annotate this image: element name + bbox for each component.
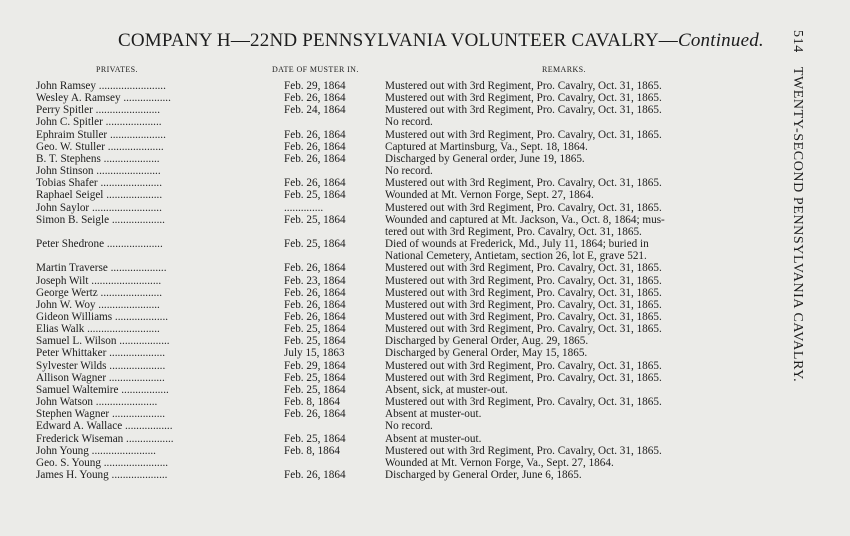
soldier-name: Stephen Wagner ................... <box>36 408 166 421</box>
muster-date: Feb. 26, 1864 <box>284 286 346 299</box>
roster-row <box>36 347 776 359</box>
soldier-name: John Ramsey ........................ <box>36 80 166 92</box>
muster-date: Feb. 29, 1864 <box>284 359 346 372</box>
muster-date: Feb. 25, 1864 <box>284 238 346 251</box>
remark-text: Mustered out with 3rd Regiment, Pro. Cavalry, Oct. 31, 1865. <box>385 262 662 275</box>
remark-text: Mustered out with 3rd Regiment, Pro. Cavalry, Oct. 31, 1865. <box>385 274 662 287</box>
soldier-name: Martin Traverse .................... <box>36 262 167 275</box>
soldier-name: Wesley A. Ramsey ................. <box>36 92 171 105</box>
soldier-name: Gideon Williams ................... <box>36 310 169 323</box>
muster-date: Feb. 26, 1864 <box>284 310 346 323</box>
column-header-privates: PRIVATES. <box>96 65 138 74</box>
muster-date: Feb. 26, 1864 <box>284 262 346 275</box>
muster-date: Feb. 24, 1864 <box>284 104 346 117</box>
remark-text: Mustered out with 3rd Regiment, Pro. Cavalry, Oct. 31, 1865. <box>385 92 662 105</box>
roster-row <box>36 408 776 420</box>
soldier-name: Peter Shedrone .................... <box>36 238 163 251</box>
roster-row <box>36 165 776 177</box>
remark-text: No record. <box>385 165 433 178</box>
remark-text: No record. <box>385 420 433 433</box>
roster-row <box>36 141 776 153</box>
soldier-name: Elias Walk .......................... <box>36 323 160 336</box>
soldier-name: John W. Woy ...................... <box>36 298 160 311</box>
muster-date: Feb. 26, 1864 <box>284 92 346 105</box>
soldier-name: John Young ....................... <box>36 444 156 457</box>
roster-row <box>36 372 776 384</box>
muster-date: Feb. 26, 1864 <box>284 140 346 153</box>
remark-text: Mustered out with 3rd Regiment, Pro. Cavalry, Oct. 31, 1865. <box>385 323 662 336</box>
roster-row <box>36 457 776 469</box>
soldier-name: Allison Wagner .................... <box>36 371 165 384</box>
roster-row <box>36 275 776 287</box>
remark-text: Absent at muster-out. <box>385 432 482 445</box>
remark-text: Died of wounds at Frederick, Md., July 11, 1864; buried in National Cemetery, Antietam, section 26, lot E, grave 521. <box>385 238 649 263</box>
muster-date: Feb. 26, 1864 <box>284 469 346 481</box>
muster-date <box>284 165 385 177</box>
remark-text: Mustered out with 3rd Regiment, Pro. Cavalry, Oct. 31, 1865. <box>385 396 662 409</box>
soldier-name: Ephraim Stuller .................... <box>36 128 166 141</box>
remark-text: No record. <box>385 116 433 129</box>
soldier-name: Sylvester Wilds .................... <box>36 359 166 372</box>
soldier-name: George Wertz ...................... <box>36 286 163 299</box>
soldier-name: John Saylor ......................... <box>36 201 162 214</box>
muster-date: Feb. 25, 1864 <box>284 335 346 348</box>
title-main: COMPANY H—22ND PENNSYLVANIA VOLUNTEER CAVALRY— <box>118 30 678 51</box>
roster-row <box>36 384 776 396</box>
muster-date: Feb. 25, 1864 <box>284 383 346 396</box>
muster-date <box>284 116 385 128</box>
roster-row <box>36 104 776 116</box>
remark-text: Mustered out with 3rd Regiment, Pro. Cavalry, Oct. 31, 1865. <box>385 310 662 323</box>
muster-date: Feb. 25, 1864 <box>284 323 346 336</box>
remark-text: Mustered out with 3rd Regiment, Pro. Cavalry, Oct. 31, 1865. <box>385 371 662 384</box>
roster-row <box>36 445 776 457</box>
remark-text: Wounded at Mt. Vernon Forge, Va., Sept. 27, 1864. <box>385 456 614 469</box>
remark-text: Mustered out with 3rd Regiment, Pro. Cavalry, Oct. 31, 1865. <box>385 359 662 372</box>
remark-text: Absent, sick, at muster-out. <box>385 383 508 396</box>
muster-date: Feb. 26, 1864 <box>284 408 346 421</box>
muster-date: July 15, 1863 <box>284 347 345 360</box>
soldier-name: Samuel Waltemire ................. <box>36 383 169 396</box>
roster-row <box>36 92 776 104</box>
roster-row <box>36 335 776 347</box>
remark-text: Mustered out with 3rd Regiment, Pro. Cavalry, Oct. 31, 1865. <box>385 444 662 457</box>
muster-date <box>284 420 385 432</box>
roster-row <box>36 469 776 481</box>
muster-date: Feb. 26, 1864 <box>284 298 346 311</box>
roster-row <box>36 177 776 189</box>
soldier-name: Frederick Wiseman ................. <box>36 432 174 445</box>
soldier-name: James H. Young .................... <box>36 469 168 481</box>
remark-text: Mustered out with 3rd Regiment, Pro. Cavalry, Oct. 31, 1865. <box>385 128 662 141</box>
remark-text: Mustered out with 3rd Regiment, Pro. Cavalry, Oct. 31, 1865. <box>385 298 662 311</box>
remark-text: Wounded at Mt. Vernon Forge, Sept. 27, 1864. <box>385 189 594 202</box>
remark-text: Discharged by General Order, Aug. 29, 1865. <box>385 335 589 348</box>
page-title <box>118 30 764 52</box>
soldier-name: Simon B. Seigle ................... <box>36 213 165 226</box>
roster-row <box>36 311 776 323</box>
remark-text: Discharged by General Order, May 15, 1865. <box>385 347 588 360</box>
remark-text: Mustered out with 3rd Regiment, Pro. Cavalry, Oct. 31, 1865. <box>385 201 662 214</box>
roster-row <box>36 238 776 262</box>
roster-row <box>36 116 776 128</box>
running-title: TWENTY-SECOND PENNSYLVANIA CAVALRY. <box>790 66 805 383</box>
remark-text: Wounded and captured at Mt. Jackson, Va., Oct. 8, 1864; mus- tered out with 3rd Regiment, Pro. Cavalry, Oct. 31, 1865. <box>385 213 665 238</box>
soldier-name: Tobias Shafer ...................... <box>36 177 162 190</box>
soldier-name: Peter Whittaker .................... <box>36 347 166 360</box>
page-number: 514 <box>790 30 805 53</box>
remark-text: Captured at Martinsburg, Va., Sept. 18, 1864. <box>385 140 588 153</box>
soldier-name: Edward A. Wallace ................. <box>36 420 173 433</box>
roster-row <box>36 299 776 311</box>
muster-date: Feb. 8, 1864 <box>284 396 340 409</box>
soldier-name: Raphael Seigel .................... <box>36 189 163 202</box>
muster-date: Feb. 25, 1864 <box>284 189 346 202</box>
roster-row <box>36 202 776 214</box>
roster-row <box>36 129 776 141</box>
remark-text: Discharged by General order, June 19, 1865. <box>385 152 585 165</box>
muster-date: Feb. 8, 1864 <box>284 444 340 457</box>
roster-row <box>36 287 776 299</box>
muster-date: Feb. 25, 1864 <box>284 371 346 384</box>
remark-text: Mustered out with 3rd Regiment, Pro. Cavalry, Oct. 31, 1865. <box>385 177 662 190</box>
soldier-name: Joseph Wilt ......................... <box>36 274 162 287</box>
roster-row <box>36 189 776 201</box>
roster-table <box>36 80 776 481</box>
muster-date: Feb. 26, 1864 <box>284 177 346 190</box>
soldier-name: B. T. Stephens .................... <box>36 152 160 165</box>
soldier-name: Geo. W. Stuller .................... <box>36 140 164 153</box>
column-header-date: DATE OF MUSTER IN. <box>272 65 359 74</box>
title-continued: Continued. <box>677 30 764 51</box>
muster-date: Feb. 23, 1864 <box>284 274 346 287</box>
soldier-name: John Stinson ....................... <box>36 165 161 178</box>
roster-row <box>36 433 776 445</box>
roster-row <box>36 360 776 372</box>
running-head <box>789 30 805 382</box>
roster-row <box>36 214 776 238</box>
roster-row <box>36 262 776 274</box>
remark-text: Mustered out with 3rd Regiment, Pro. Cavalry, Oct. 31, 1865. <box>385 104 662 117</box>
soldier-name: Geo. S. Young ....................... <box>36 456 169 469</box>
roster-row <box>36 323 776 335</box>
remark-text: Mustered out with 3rd Regiment, Pro. Cavalry, Oct. 31, 1865. <box>385 286 662 299</box>
soldier-name: John C. Spitler .................... <box>36 116 162 129</box>
muster-date: Feb. 26, 1864 <box>284 128 346 141</box>
soldier-name: John Watson ...................... <box>36 396 158 409</box>
remark-text: Discharged by General Order, June 6, 1865. <box>385 469 582 481</box>
roster-row <box>36 153 776 165</box>
soldier-name: Perry Spitler ....................... <box>36 104 160 117</box>
remark-text: Absent at muster-out. <box>385 408 482 421</box>
muster-date: .............. <box>284 201 324 214</box>
roster-row <box>36 396 776 408</box>
muster-date: Feb. 25, 1864 <box>284 213 346 226</box>
column-header-remarks: REMARKS. <box>542 65 586 74</box>
muster-date: Feb. 26, 1864 <box>284 152 346 165</box>
soldier-name: Samuel L. Wilson .................. <box>36 335 170 348</box>
muster-date: Feb. 25, 1864 <box>284 432 346 445</box>
muster-date <box>284 457 385 469</box>
muster-date: Feb. 29, 1864 <box>284 80 346 92</box>
roster-row <box>36 420 776 432</box>
roster-row <box>36 80 776 92</box>
remark-text: Mustered out with 3rd Regiment, Pro. Cavalry, Oct. 31, 1865. <box>385 80 662 92</box>
